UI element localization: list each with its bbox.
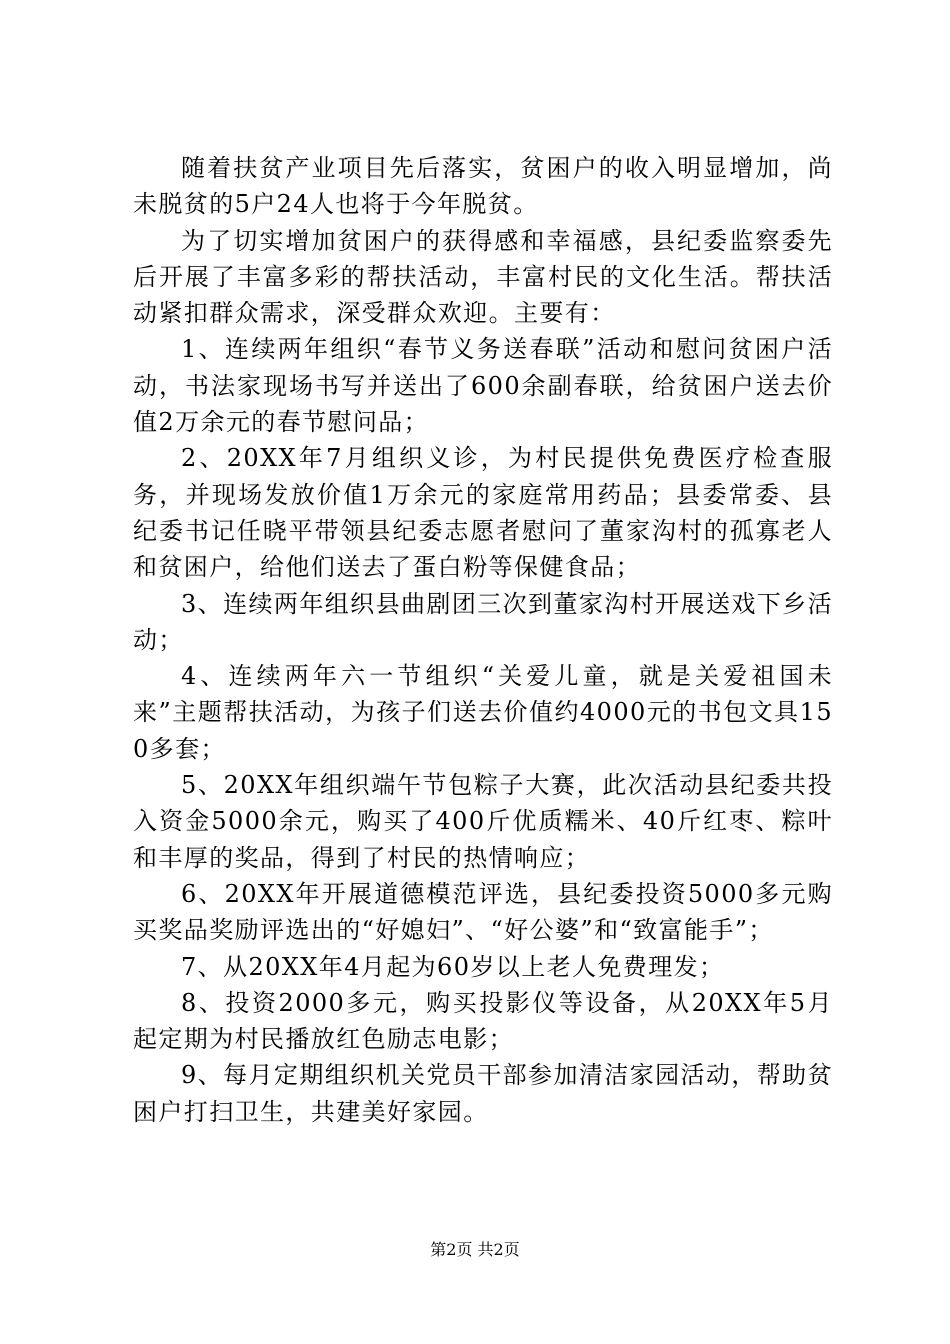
paragraph-7: 5、20XX年组织端午节包粽子大赛，此次活动县纪委共投入资金5000余元，购买了400斤优质糯米、40斤红枣、粽叶和丰厚的奖品，得到了村民的热情响应； [133, 771, 833, 872]
paragraph-1: 随着扶贫产业项目先后落实，贫困户的收入明显增加，尚未脱贫的5户24人也将于今年脱贫。 [133, 154, 833, 219]
paragraph-10: 8、投资2000多元，购买投影仪等设备，从20XX年5月起定期为村民播放红色励志电影； [133, 988, 833, 1054]
document-body [133, 150, 833, 1130]
paragraph-11: 9、每月定期组织机关党员干部参加清洁家园活动，帮助贫困户打扫卫生，共建美好家园。 [133, 1061, 833, 1126]
page-number-footer: 第2页 共2页 [430, 1240, 520, 1259]
paragraph-3: 1、连续两年组织“春节义务送春联”活动和慰问贫困户活动，书法家现场书写并送出了600余副春联，给贫困户送去价值2万余元的春节慰问品； [133, 335, 833, 437]
paragraph-2: 为了切实增加贫困户的获得感和幸福感，县纪委监察委先后开展了丰富多彩的帮扶活动，丰富村民的文化生活。帮扶活动紧扣群众需求，深受群众欢迎。主要有： [133, 226, 833, 328]
paragraph-8: 6、20XX年开展道德模范评选，县纪委投资5000多元购买奖品奖励评选出的“好媳妇”、“好公婆”和“致富能手”； [133, 879, 833, 945]
paragraph-6: 4、连续两年六一节组织“关爱儿童，就是关爱祖国未来”主题帮扶活动，为孩子们送去价值约4000元的书包文具150多套； [133, 662, 833, 763]
paragraph-5: 3、连续两年组织县曲剧团三次到董家沟村开展送戏下乡活动； [133, 589, 833, 654]
paragraph-4: 2、20XX年7月组织义诊，为村民提供免费医疗检查服务，并现场发放价值1万余元的家庭常用药品；县委常委、县纪委书记任晓平带领县纪委志愿者慰问了董家沟村的孤寡老人和贫困户，给他们送去了蛋白粉等保健食品； [133, 444, 833, 582]
paragraph-9: 7、从20XX年4月起为60岁以上老人免费理发； [181, 952, 725, 981]
